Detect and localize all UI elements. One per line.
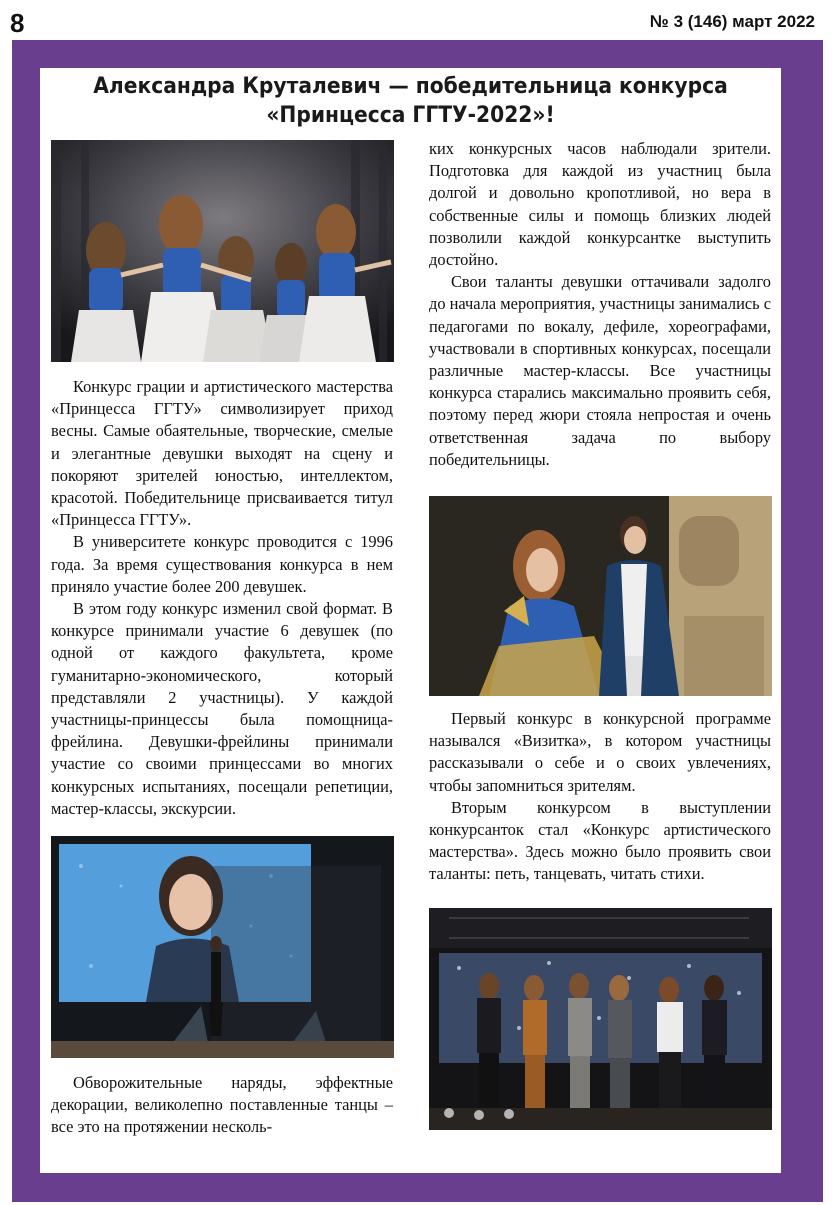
- right-column-middle: [429, 708, 771, 886]
- paragraph: ких конкурсных часов наблюдали зрители. Подготовка для каждой из участниц была долгой и довольно кропотливой, но вера в собственные силы и помощь близких людей позволили каждой конкурсантке выступить достойно.: [429, 139, 771, 270]
- page-number: 8: [10, 8, 25, 38]
- paragraph: В этом году конкурс изменил свой формат. В конкурсе принимали участие 6 девушек (по одной от каждого факультета, кроме гуманитарно-экономического, который представляли 2 участницы). У каждой участницы-принцессы была помощница-фрейлина. Девушки-фрейлины принимали участие со своими принцессами во многих конкурсных испытаниях, посещали репетиции, мастер-классы, экскурсии.: [51, 599, 393, 818]
- paragraph: Вторым конкурсом в выступлении конкурсанток стал «Конкурс артистического мастерства». Здесь можно было проявить свои таланты: петь, танцевать, читать стихи.: [429, 797, 771, 884]
- photo-costume-duet: [429, 496, 772, 696]
- photo-dancers: [51, 140, 394, 362]
- left-bottom-column: [51, 1072, 393, 1139]
- paragraph: Обворожительные наряды, эффектные декорации, великолепно поставленные танцы – все это на протяжении несколь-: [51, 1073, 393, 1137]
- issue-label: № 3 (146) март 2022: [649, 12, 815, 31]
- photo-contestants-suits: [429, 908, 772, 1130]
- paragraph: Свои таланты девушки оттачивали задолго до начала мероприятия, участницы занимались с педагогами по вокалу, дефиле, хореографами, участвовали в спортивных конкурсах, посещали различные мастер-классы. Все участницы конкурса старались максимально проявить себя, поэтому перед жюри стояла непростая и очень ответственная задача по выбору победительницы.: [429, 272, 771, 469]
- photo-singer: [51, 836, 394, 1058]
- right-column-top: [429, 138, 771, 471]
- article-sheet: [40, 68, 781, 1173]
- paragraph: Первый конкурс в конкурсной программе назывался «Визитка», в котором участницы рассказывали о себе и о своих увлечениях, чтобы запомниться зрителям.: [429, 709, 771, 795]
- article-title-line2: «Принцесса ГГТУ-2022»!: [266, 102, 555, 128]
- left-column: [51, 376, 393, 820]
- paragraph: Конкурс грации и артистического мастерства «Принцесса ГГТУ» символизирует приход весны. Самые обаятельные, творческие, смелые и элегантные девушки выходят на сцену и покоряют зрителей юностью, интеллектом, красотой. Победительнице присваивается титул «Принцесса ГГТУ».: [51, 377, 393, 530]
- article-title-line1: Александра Круталевич — победительница конкурса: [93, 73, 728, 99]
- paragraph: В университете конкурс проводится с 1996 года. За время существования конкурса в нем приняло участие более 200 девушек.: [51, 532, 393, 596]
- article-title: [40, 72, 781, 130]
